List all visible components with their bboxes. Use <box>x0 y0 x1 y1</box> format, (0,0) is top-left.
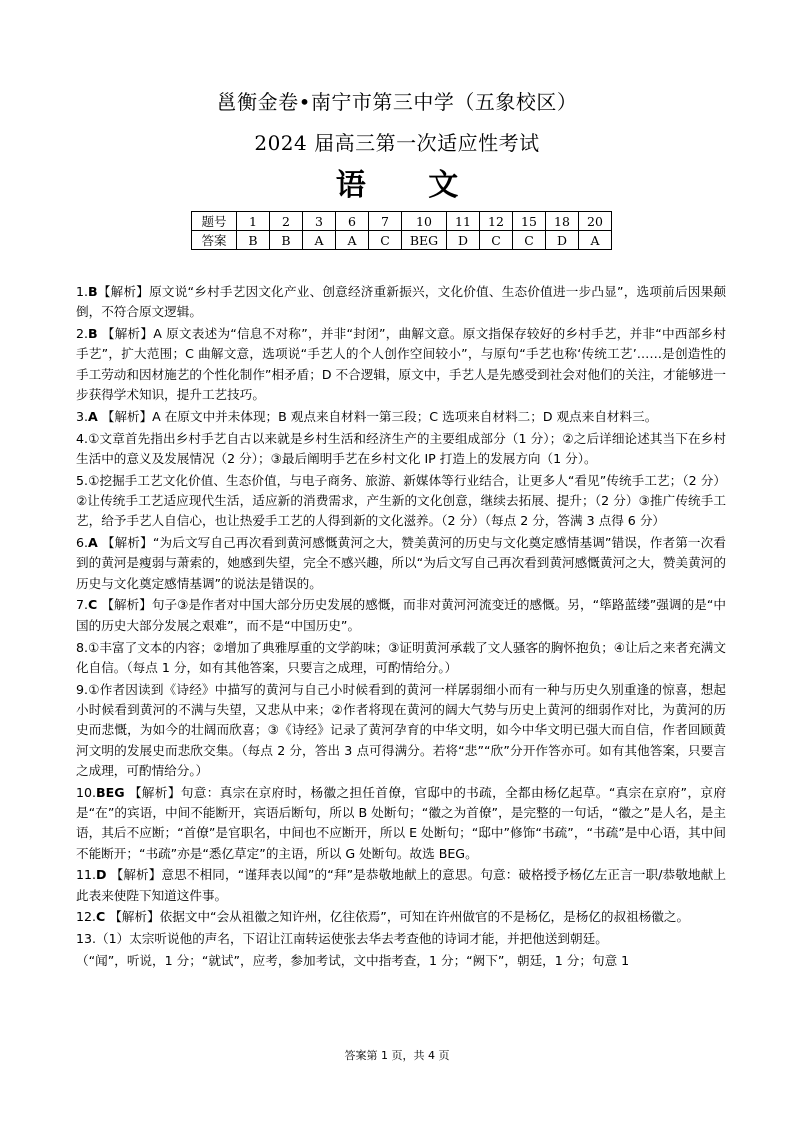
explanations <box>76 282 726 973</box>
item-tag: 【解析】 <box>97 597 152 613</box>
exam-title: 2024 届高三第一次适应性考试 <box>254 131 540 155</box>
answer-cell: D <box>546 231 579 250</box>
question-number-cell: 7 <box>369 212 402 231</box>
question-number-cell: 6 <box>336 212 369 231</box>
row-label-questions: 题号 <box>192 212 237 231</box>
answer-cell: D <box>447 231 480 250</box>
question-number-row <box>192 212 612 231</box>
item-number: 8. <box>76 639 89 655</box>
item-text: ①作者因读到《诗经》中描写的黄河与自己小时候看到的黄河一样孱弱细小而有一种与历史久别重逢的惊喜，想起小时候看到黄河的不满与失望，又悲从中来；②作者将现在黄河的阔大气势与历史上黄河的细弱作对比，为黄河的历史而悲慨，为如今的壮阔而欣喜；③《诗经》记录了黄河孕育的中华文明，如今中华文明已强大而自信，作者回顾黄河文明的发展史而悲欣交集。（每点 2 分，答出 3 点可得满分。若将“悲”“欣”分开作答亦可。如有其他答案，只要言之成理，可酌情给分。） <box>76 681 726 778</box>
explanation-item <box>76 951 726 971</box>
answer-key-table <box>191 211 612 250</box>
question-number-cell: 2 <box>270 212 303 231</box>
item-text: ①挖掘手工艺文化价值、生态价值，与电子商务、旅游、新媒体等行业结合，让更多人“看见”传统手工艺；（2 分）②让传统手工艺适应现代生活，适应新的消费需求，产生新的文化创意，继续去拓展、提升；（2 分）③推广传统手工艺，给予手艺人自信心，也让热爱手工艺的人得到新的文化滋养。（2 分）（每点 2 分，答满 3 点得 6 分） <box>76 472 726 529</box>
item-text: ①丰富了文本的内容；②增加了典雅厚重的文学韵味；③证明黄河承载了文人骚客的胸怀抱负；④让后之来者充满文化自信。（每点 1 分，如有其他答案，只要言之成理，可酌情给分。） <box>76 639 726 675</box>
item-number: 1. <box>76 284 89 299</box>
item-answer: B <box>88 326 98 342</box>
item-text: “为后文写自己再次看到黄河感慨黄河之大，赞美黄河的历史与文化奠定感情基调”错误，作者第一次看到的黄河是瘦弱与萧索的，她感到失望，完全不感兴趣，所以“为后文写自己再次看到黄河感慨黄河之大，赞美黄河的历史与文化奠定感情基调”的说法是错误的。 <box>76 535 726 591</box>
answer-row <box>192 231 612 250</box>
question-number-cell: 20 <box>579 212 612 231</box>
explanation-item <box>76 865 726 906</box>
item-answer: C <box>96 909 106 925</box>
subject-title: 语 文 <box>335 168 485 203</box>
item-number: 2. <box>76 326 89 342</box>
item-text: 句子③是作者对中国大部分历史发展的感慨，而非对黄河河流变迁的感慨。另，“筚路蓝缕”强调的是“中国的历史大部分发展之艰难”，而不是“中国历史”。 <box>76 597 726 633</box>
item-tag: 【解析】 <box>97 408 153 424</box>
item-answer: BEG <box>96 784 125 800</box>
item-tag: 【解析】 <box>97 284 150 299</box>
item-number: 4. <box>76 430 89 446</box>
item-answer: D <box>96 867 107 883</box>
question-number-cell: 18 <box>546 212 579 231</box>
explanation-item <box>76 783 726 864</box>
item-text: （“闻”，听说，1 分；“就试”，应考，参加考试，文中指考查，1 分；“阙下”，朝廷，1 分；句意 1 <box>76 953 630 968</box>
item-text: A 原文表述为“信息不对称”，并非“封闭”，曲解文意。原文指保存较好的乡村手艺，并非“中西部乡村手艺”，扩大范围；C 曲解文意，选项说“手艺人的个人创作空间较小”，与原句“手艺也称‘传统工艺’……是创造性的手工劳动和因材施艺的个性化制作”相矛盾；D 不合逻辑，原文中，手艺人是先感受到社会对他们的关注，才能够进一步获得学术知识，提升工艺技巧。 <box>76 326 726 402</box>
explanation-item <box>76 471 726 532</box>
answer-cell: C <box>369 231 402 250</box>
page-footer: 答案第 1 页，共 4 页 <box>344 1049 450 1062</box>
answer-cell: A <box>336 231 369 250</box>
item-answer: A <box>88 408 98 424</box>
item-number: 13. <box>76 931 97 947</box>
item-answer: C <box>88 597 98 613</box>
item-text: （1）太宗听说他的声名，下诏让江南转运使张去华去考查他的诗词才能，并把他送到朝廷。 <box>96 931 608 947</box>
question-number-cell: 15 <box>513 212 546 231</box>
item-text: 依据文中“会从祖徽之知许州，亿往依焉”，可知在许州做官的不是杨亿，是杨亿的叔祖杨徽之。 <box>159 909 690 925</box>
answer-cell: B <box>270 231 303 250</box>
answer-cell: C <box>513 231 546 250</box>
answer-cell: A <box>303 231 336 250</box>
explanation-item <box>76 324 726 405</box>
question-number-cell: 12 <box>480 212 513 231</box>
item-text: 原文说“乡村手艺因文化产业、创意经济重新振兴，文化价值、生态价值进一步凸显”，选项前后因果颠倒，不符合原文逻辑。 <box>76 284 727 320</box>
explanation-item <box>76 533 726 594</box>
explanation-item <box>76 929 726 949</box>
item-number: 7. <box>76 597 89 613</box>
item-tag: 【解析】 <box>97 326 154 342</box>
item-tag: 【解析】 <box>105 909 160 925</box>
item-text: ①文章首先指出乡村手艺自古以来就是乡村生活和经济生产的主要组成部分（1 分）；②之后详细论述其当下在乡村生活中的意义及发展情况（2 分）；③最后阐明手艺在乡村文化 IP 打造上的发展方向（1 分）。 <box>76 430 726 466</box>
answer-cell: C <box>480 231 513 250</box>
exam-series-title: 邕衡金卷•南宁市第三中学（五象校区） <box>216 90 578 114</box>
answer-cell: A <box>579 231 612 250</box>
explanation-item <box>76 907 726 927</box>
item-answer: B <box>88 284 98 299</box>
item-tag: 【解析】 <box>106 867 162 883</box>
explanation-item <box>76 407 726 427</box>
item-number: 10. <box>76 784 97 800</box>
item-text: 意思不相同，“谨拜表以闻”的“拜”是恭敬地献上的意思。句意：破格授予杨亿左正言一职/恭敬地献上此表来使陛下知道这件事。 <box>76 867 726 903</box>
item-number: 5. <box>76 472 89 488</box>
question-number-cell: 11 <box>447 212 480 231</box>
explanation-item <box>76 282 726 323</box>
answer-cell: BEG <box>402 231 447 250</box>
item-number: 3. <box>76 408 89 424</box>
question-number-cell: 10 <box>402 212 447 231</box>
explanation-item <box>76 638 726 679</box>
item-number: 9. <box>76 681 89 697</box>
item-tag: 【解析】 <box>124 784 181 800</box>
item-answer: A <box>88 535 98 551</box>
item-text: 句意：真宗在京府时，杨徽之担任首僚，官邸中的书疏，全都由杨亿起草。“真宗在京府”，京府是“在”的宾语，中间不能断开，宾语后断句，所以 B 处断句；“徽之为首僚”，是完整的一句话，“徽之”是人名，是主语，其后不应断；“首僚”是官职名，中间也不应断开，所以 E 处断句；“邸中”修饰“书疏”，“书疏”是中心语，其中间不能断开；“书疏”亦是“悉亿草定”的主语，所以 G 处断句。故选 BEG。 <box>76 784 726 861</box>
question-number-cell: 3 <box>303 212 336 231</box>
item-number: 12. <box>76 909 97 925</box>
item-text: A 在原文中并未体现；B 观点来自材料一第三段；C 选项来自材料二；D 观点来自材料三。 <box>152 408 658 424</box>
explanation-item <box>76 680 726 781</box>
row-label-answers: 答案 <box>192 231 237 250</box>
item-number: 6. <box>76 535 89 551</box>
explanation-item <box>76 595 726 636</box>
explanation-item <box>76 429 726 470</box>
item-number: 11. <box>76 867 97 883</box>
question-number-cell: 1 <box>237 212 270 231</box>
item-tag: 【解析】 <box>97 535 153 551</box>
answer-cell: B <box>237 231 270 250</box>
